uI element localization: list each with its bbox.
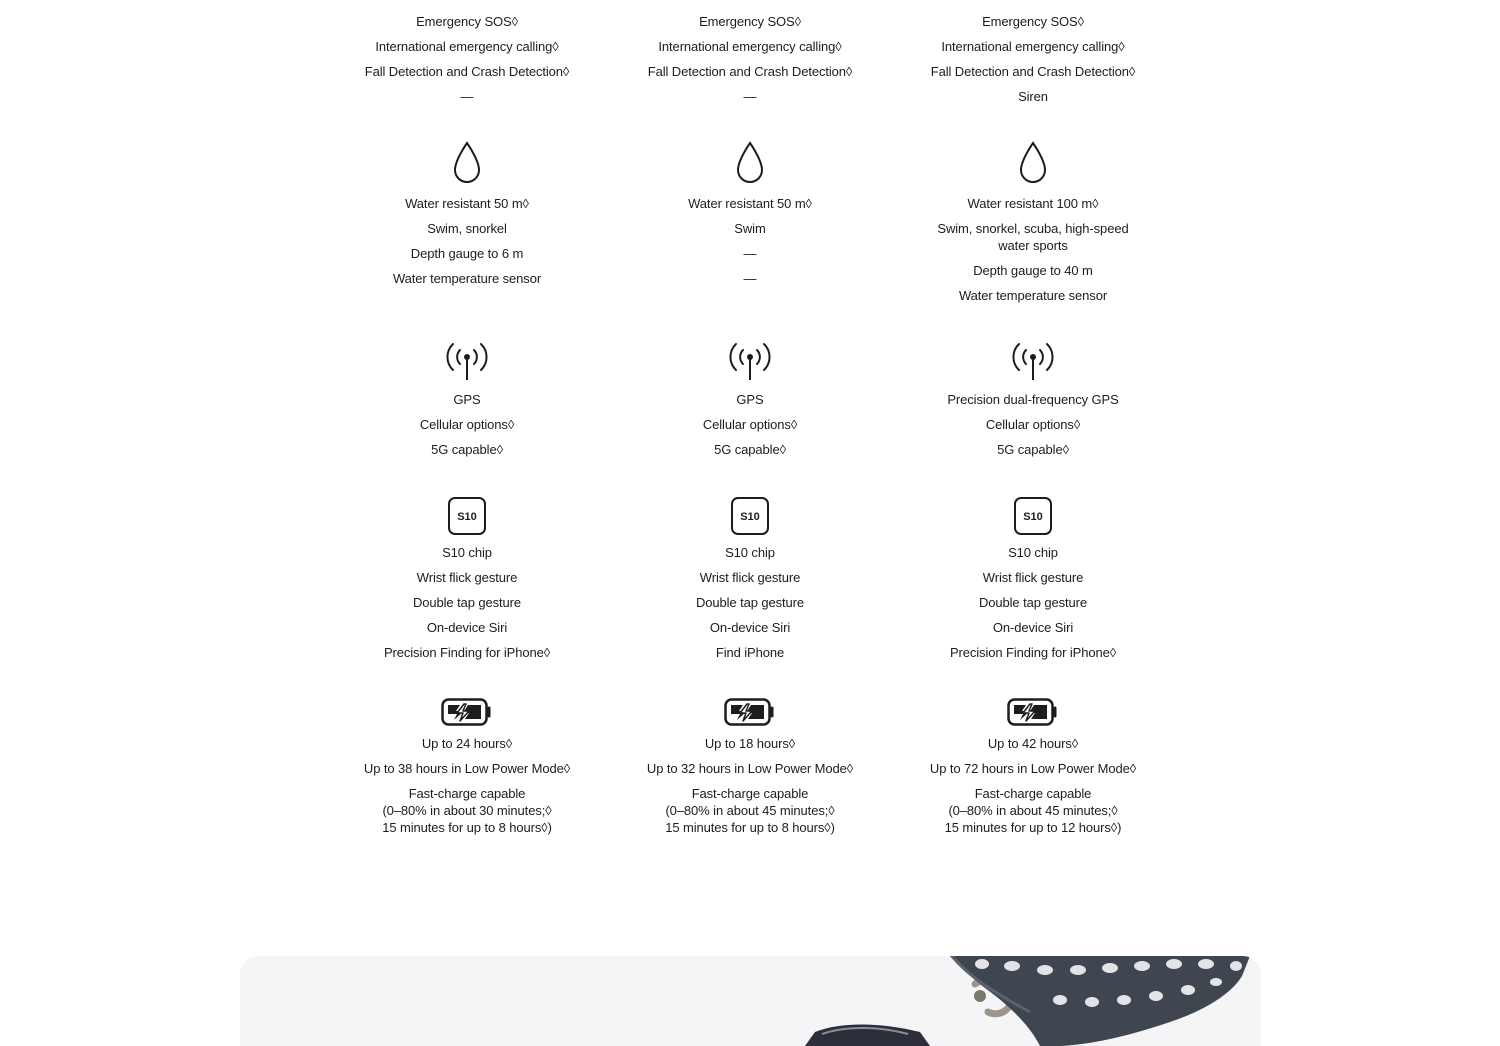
water-feature: Water temperature sensor bbox=[958, 288, 1108, 303]
water-feature: Water resistant 50 m◊ bbox=[405, 196, 529, 211]
chip-feature: Precision Finding for iPhone◊ bbox=[949, 645, 1117, 660]
water-feature: Swim, snorkel bbox=[427, 221, 507, 236]
water-feature: Water resistant 50 m◊ bbox=[688, 196, 812, 211]
safety-icon bbox=[630, 0, 870, 4]
chip-feature: S10 chip bbox=[1008, 545, 1058, 560]
chip-feature: Double tap gesture bbox=[412, 595, 522, 610]
water-feature: Depth gauge to 6 m bbox=[410, 246, 524, 261]
watch-band-image bbox=[240, 956, 1261, 1046]
chip-feature: S10 chip bbox=[725, 545, 775, 560]
s10-chip-icon bbox=[347, 496, 587, 536]
connectivity-feature: Precision dual-frequency GPS bbox=[947, 392, 1119, 407]
chip-feature: S10 chip bbox=[442, 545, 492, 560]
chip-feature: Wrist flick gesture bbox=[416, 570, 518, 585]
connectivity-feature: Cellular options◊ bbox=[985, 417, 1081, 432]
chip-icon-label: S10 bbox=[1023, 511, 1043, 523]
safety-feature: Emergency SOS◊ bbox=[699, 14, 801, 29]
battery-feature: Up to 18 hours◊ bbox=[704, 736, 796, 751]
battery-feature: Up to 32 hours in Low Power Mode◊ bbox=[646, 761, 854, 776]
water-feature: — bbox=[743, 246, 757, 261]
connectivity-feature: GPS bbox=[736, 392, 764, 407]
antenna-icon bbox=[913, 340, 1153, 382]
battery-feature: Up to 24 hours◊ bbox=[421, 736, 513, 751]
safety-feature: Siren bbox=[1018, 89, 1048, 104]
water-feature: Depth gauge to 40 m bbox=[973, 263, 1093, 278]
battery-charging-icon bbox=[630, 698, 870, 726]
chip-feature: On-device Siri bbox=[709, 620, 791, 635]
safety-feature: Fall Detection and Crash Detection◊ bbox=[364, 64, 570, 79]
water-feature: — bbox=[743, 271, 757, 286]
antenna-icon bbox=[347, 340, 587, 382]
battery-feature: Up to 38 hours in Low Power Mode◊ bbox=[363, 761, 571, 776]
safety-icon bbox=[913, 0, 1153, 4]
chip-icon-label: S10 bbox=[457, 511, 477, 523]
safety-feature: International emergency calling◊ bbox=[375, 39, 559, 54]
band-shape bbox=[950, 956, 1250, 1046]
connectivity-feature: GPS bbox=[453, 392, 481, 407]
battery-feature: Up to 72 hours in Low Power Mode◊ bbox=[929, 761, 1137, 776]
water-drop-icon bbox=[347, 141, 587, 185]
safety-icon bbox=[347, 0, 587, 4]
water-feature: Water temperature sensor bbox=[392, 271, 542, 286]
water-feature: Swim bbox=[734, 221, 766, 236]
water-drop-icon bbox=[630, 141, 870, 185]
safety-feature: Emergency SOS◊ bbox=[982, 14, 1084, 29]
chip-icon-label: S10 bbox=[740, 511, 760, 523]
water-feature: Swim, snorkel, scuba, high-speed water sports bbox=[937, 221, 1129, 253]
chip-feature: Double tap gesture bbox=[978, 595, 1088, 610]
s10-chip-icon bbox=[630, 496, 870, 536]
battery-feature: Fast-charge capable (0–80% in about 30 minutes;◊ 15 minutes for up to 8 hours◊) bbox=[382, 786, 552, 835]
chip-feature: Wrist flick gesture bbox=[699, 570, 801, 585]
water-drop-icon bbox=[913, 141, 1153, 185]
promo-tile[interactable] bbox=[240, 956, 1261, 1046]
chip-feature: Double tap gesture bbox=[695, 595, 805, 610]
safety-feature: Emergency SOS◊ bbox=[416, 14, 518, 29]
connectivity-feature: Cellular options◊ bbox=[419, 417, 515, 432]
comparison-column-3 bbox=[913, 0, 1153, 940]
chip-feature: Precision Finding for iPhone◊ bbox=[383, 645, 551, 660]
comparison-column-2 bbox=[630, 0, 870, 940]
safety-feature: International emergency calling◊ bbox=[658, 39, 842, 54]
connectivity-feature: Cellular options◊ bbox=[702, 417, 798, 432]
antenna-icon bbox=[630, 340, 870, 382]
chip-feature: On-device Siri bbox=[992, 620, 1074, 635]
safety-feature: Fall Detection and Crash Detection◊ bbox=[647, 64, 853, 79]
chip-feature: Find iPhone bbox=[715, 645, 785, 660]
comparison-column-1 bbox=[347, 0, 587, 940]
safety-feature: — bbox=[460, 89, 474, 104]
connectivity-feature: 5G capable◊ bbox=[997, 442, 1069, 457]
chip-feature: On-device Siri bbox=[426, 620, 508, 635]
connectivity-feature: 5G capable◊ bbox=[714, 442, 786, 457]
battery-feature: Up to 42 hours◊ bbox=[987, 736, 1079, 751]
battery-charging-icon bbox=[913, 698, 1153, 726]
battery-charging-icon bbox=[347, 698, 587, 726]
battery-feature: Fast-charge capable (0–80% in about 45 minutes;◊ 15 minutes for up to 8 hours◊) bbox=[665, 786, 835, 835]
s10-chip-icon bbox=[913, 496, 1153, 536]
safety-feature: — bbox=[743, 89, 757, 104]
safety-feature: International emergency calling◊ bbox=[941, 39, 1125, 54]
chip-feature: Wrist flick gesture bbox=[982, 570, 1084, 585]
safety-feature: Fall Detection and Crash Detection◊ bbox=[930, 64, 1136, 79]
battery-feature: Fast-charge capable (0–80% in about 45 minutes;◊ 15 minutes for up to 12 hours◊) bbox=[944, 786, 1122, 835]
connectivity-feature: 5G capable◊ bbox=[431, 442, 503, 457]
water-feature: Water resistant 100 m◊ bbox=[967, 196, 1099, 211]
